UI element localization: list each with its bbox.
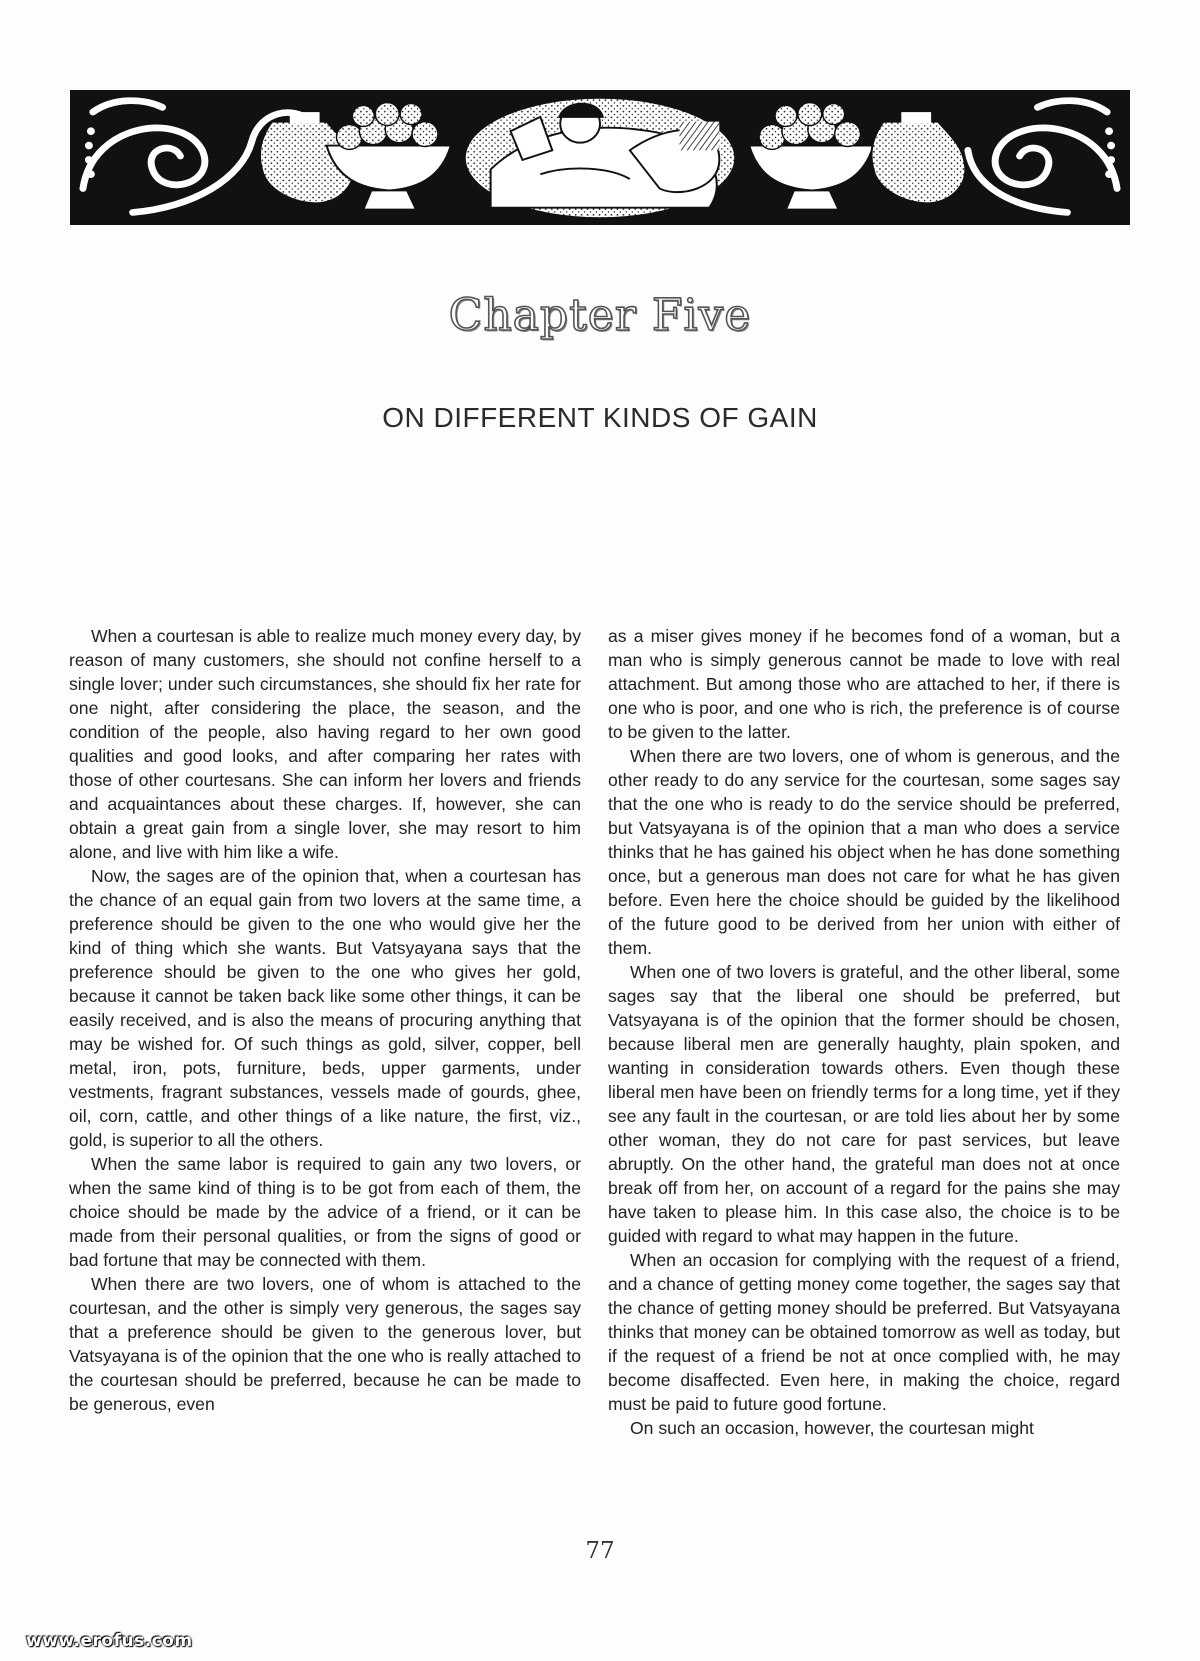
paragraph: When there are two lovers, one of whom is generous, and the other ready to do any service for the courtesan, some sages say that the one who is ready to do the service should be preferred, but Vatsyayana is of the opinion that a man who does a service thinks that he has gained his object when he has done something once, but a generous man does not care for what he has given before. Even here the choice should be guided by the likelihood of the future good to be derived from her union with either of them. (608, 746, 1120, 958)
ornament-artwork (73, 93, 1127, 222)
site-watermark: www.erofus.com (26, 1631, 193, 1651)
paragraph: When one of two lovers is grateful, and the other liberal, some sages say that the liberal one should be preferred, but Vatsyayana is of the opinion that the former should be chosen, because liberal men are generally haughty, plain spoken, and wanting in consideration towards others. Even though these liberal men have been on friendly terms for a long time, yet if they see any fault in the courtesan, or are told lies about her by some other woman, they do not care for past services, but leave abruptly. On the other hand, the grateful man does not at once break off from her, on account of a regard for the pains she may have taken to please him. In this case also, the choice is to be guided with regard to what may happen in the future. (608, 962, 1120, 1246)
paragraph-continued: as a miser gives money if he becomes fond of a woman, but a man who is simply generous cannot be made to love with real attachment. But among those who are attached to her, if there is one who is poor, and one who is rich, the preference is of course to be given to the latter. (608, 626, 1120, 742)
paragraph: When an occasion for complying with the request of a friend, and a chance of getting money come together, the sages say that the chance of getting money should be preferred. But Vatsyayana thinks that money can be obtained tomorrow as well as today, but if the request of a friend be not at once complied with, he may become disaffected. Even here, in making the choice, regard must be paid to future good fortune. (608, 1250, 1120, 1414)
chapter-title: Chapter Five (448, 290, 752, 341)
paragraph: When a courtesan is able to realize much money every day, by reason of many customers, she should not confine herself to a single lover; under such circumstances, she should fix her rate for one night, after considering the place, the season, and the condition of the people, also having regard to her own good qualities and good looks, and after comparing her rates with those of other courtesans. She can inform her lovers and friends and acquaintances about these charges. If, however, she can obtain a great gain from a single lover, she may resort to him alone, and live with him like a wife. (69, 626, 581, 862)
right-text-column (608, 624, 1120, 1440)
paragraph: When the same labor is required to gain any two lovers, or when the same kind of thing is to be got from each of them, the choice should be made by the advice of a friend, or it can be made from their personal qualities, or from the signs of good or bad fortune that may be connected with them. (69, 1154, 581, 1270)
decorative-header-illustration (70, 90, 1130, 225)
central-figure-panel (466, 99, 734, 217)
paragraph: On such an occasion, however, the courtesan might (630, 1418, 1034, 1438)
page-number: 77 (585, 1538, 615, 1564)
paragraph: When there are two lovers, one of whom is attached to the courtesan, and the other is simply very generous, the sages say that a preference should be given to the generous lover, but Vatsyayana is of the opinion that the one who is really attached to the courtesan should be preferred, because he can be made to be generous, even (69, 1274, 581, 1414)
left-text-column (69, 624, 581, 1416)
paragraph: Now, the sages are of the opinion that, when a courtesan has the chance of an equal gain from two lovers at the same time, a preference should be given to the one who would give her the kind of thing which she wants. But Vatsyayana says that the preference should be given to the one who gives her gold, because it cannot be taken back like some other things, it can be easily received, and is also the means of procuring anything that may be wished for. Of such things as gold, silver, copper, bell metal, iron, pots, furniture, beds, upper garments, under vestments, fragrant substances, vessels made of gourds, ghee, oil, corn, cattle, and other things of a like nature, the first, viz., gold, is superior to all the others. (69, 866, 581, 1150)
chapter-subtitle: ON DIFFERENT KINDS OF GAIN (382, 402, 818, 433)
